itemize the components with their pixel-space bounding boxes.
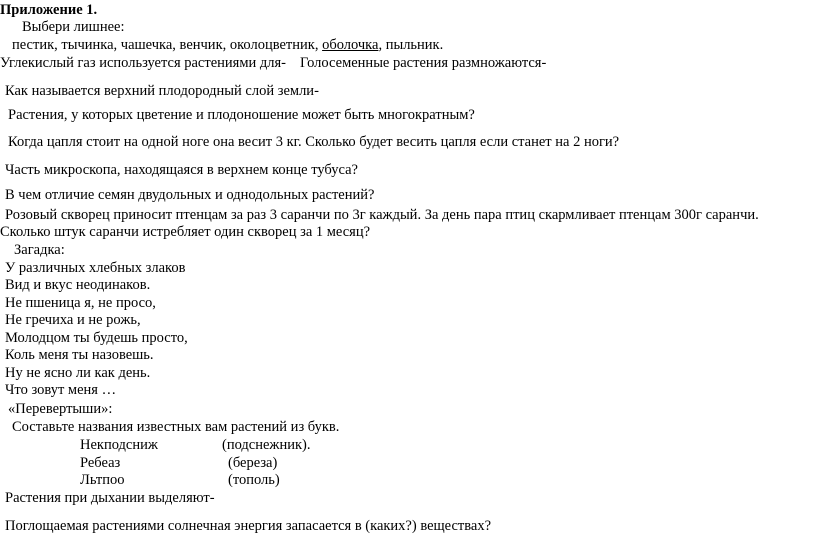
riddle-line: Молодцом ты будешь просто, (5, 330, 188, 346)
question-topsoil: Как называется верхний плодородный слой земли- (5, 83, 319, 99)
starling-problem-line-2: Сколько штук саранчи истребляет один скворец за 1 месяц? (0, 224, 371, 240)
question-microscope: Часть микроскопа, находящаяся в верхнем конце тубуса? (5, 162, 358, 178)
odd-one-out-words-before: пестик, тычинка, чашечка, венчик, околоцветник, (12, 37, 323, 53)
odd-one-out-words-after: , пыльник. (378, 37, 444, 53)
gymnosperms-question: Голосеменные растения размножаются- (300, 55, 547, 71)
riddle-line: Не гречиха и не рожь, (5, 312, 141, 328)
odd-one-out-words (12, 37, 443, 54)
riddle-line: Вид и вкус неодинаков. (5, 277, 151, 293)
anagram-answer: (подснежник). (222, 437, 311, 453)
anagrams-heading: «Перевертыши»: (8, 401, 113, 417)
anagram-answer: (береза) (228, 455, 278, 471)
starling-problem-line-1: Розовый скворец приносит птенцам за раз 3 саранчи по 3г каждый. За день пара птиц скармливает птенцам 300г саранчи. (5, 207, 759, 223)
riddle-line: Ну не ясно ли как день. (5, 365, 151, 381)
respiration-question: Растения при дыхании выделяют- (5, 490, 215, 506)
odd-one-out-underlined-word: оболочка (322, 37, 379, 53)
riddle-line: Что зовут меня … (5, 382, 117, 398)
question-repeated-flowering: Растения, у которых цветение и плодоношение может быть многократным? (8, 107, 475, 123)
question-heron: Когда цапля стоит на одной ноге она весит 3 кг. Сколько будет весить цапля если станет на 2 ноги? (8, 134, 620, 150)
anagrams-instruction: Составьте названия известных вам растений из букв. (12, 419, 340, 435)
energy-question: Поглощаемая растениями солнечная энергия запасается в (каких?) веществах? (5, 518, 492, 534)
riddle-line: Не пшеница я, не просо, (5, 295, 156, 311)
anagram-scrambled: Ребеаз (80, 455, 121, 471)
riddle-line: У различных хлебных злаков (5, 260, 186, 276)
anagram-scrambled: Некподсниж (80, 437, 158, 453)
riddle-line: Коль меня ты назовешь. (5, 347, 154, 363)
riddle-heading: Загадка: (14, 242, 65, 258)
anagram-answer: (тополь) (228, 472, 280, 488)
anagram-scrambled: Льтпоо (80, 472, 125, 488)
question-seeds: В чем отличие семян двудольных и однодольных растений? (5, 187, 375, 203)
page-title: Приложение 1. (0, 2, 98, 18)
co2-question: Углекислый газ используется растениями для- (0, 55, 286, 71)
odd-one-out-prompt: Выбери лишнее: (22, 19, 125, 35)
